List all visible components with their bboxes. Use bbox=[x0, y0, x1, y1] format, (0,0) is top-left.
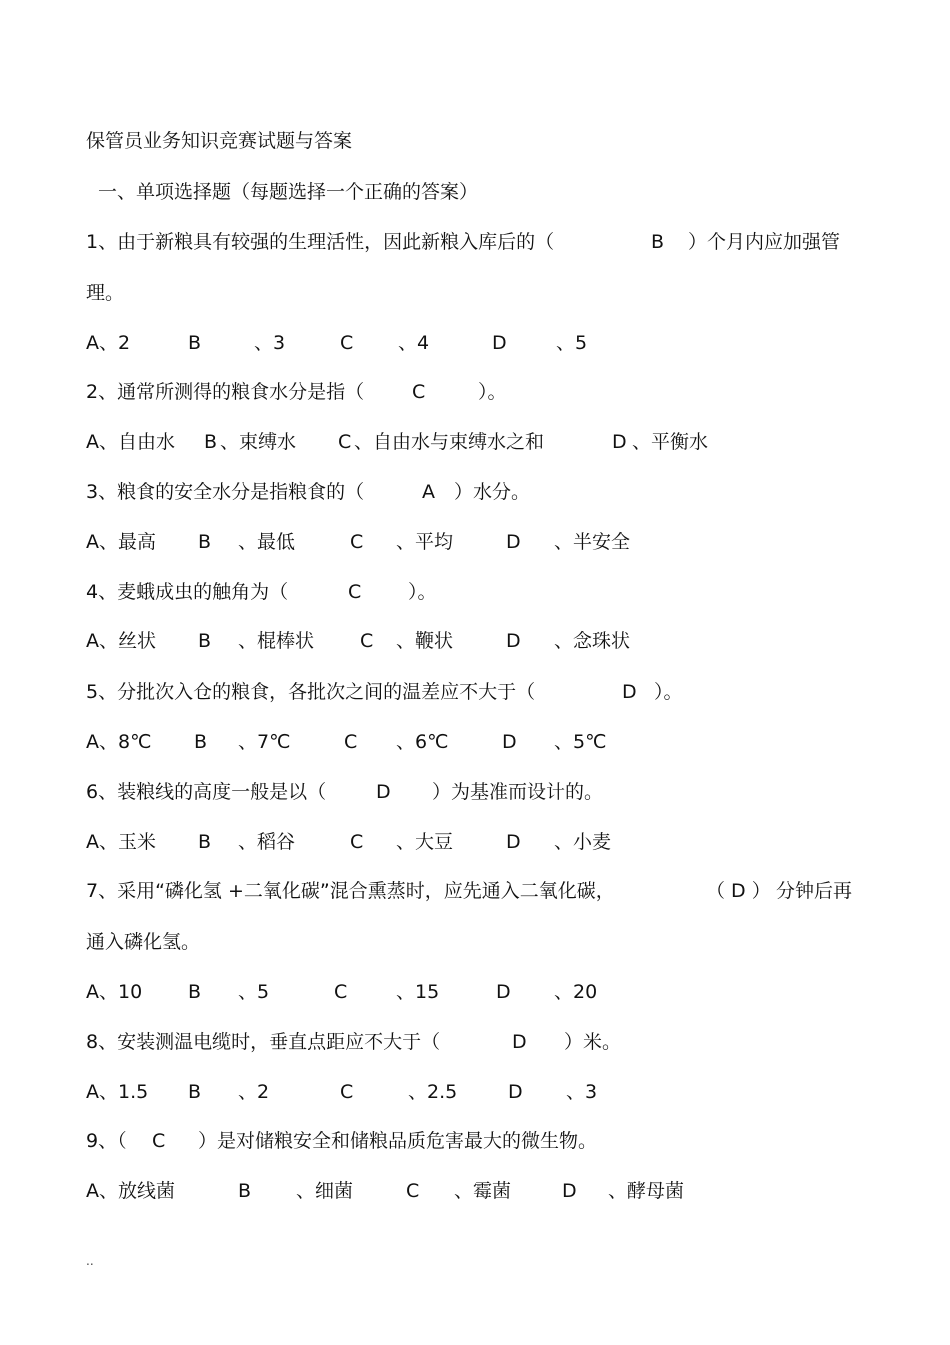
option-b-text: 、最低 bbox=[238, 531, 296, 553]
option-c-text: 、4 bbox=[398, 332, 430, 354]
option-d-letter: D bbox=[506, 531, 521, 553]
option-c-letter: C bbox=[350, 531, 364, 553]
option-b-letter: B bbox=[188, 1081, 202, 1103]
question-stem-text: 1、由于新粮具有较强的生理活性，因此新粮入库后的（ bbox=[86, 231, 555, 253]
page-footer-marker: .. bbox=[86, 1254, 94, 1268]
question-7-stem bbox=[86, 879, 853, 903]
option-c-letter: C bbox=[334, 981, 348, 1003]
answer-letter: A bbox=[422, 481, 435, 503]
option-c-text: 、平均 bbox=[396, 531, 454, 553]
option-c-letter: C bbox=[360, 630, 374, 652]
question-stem-text: ）个月内应加强管 bbox=[688, 231, 841, 253]
option-d-letter: D bbox=[508, 1081, 523, 1103]
option-d-letter: D bbox=[502, 731, 517, 753]
option-c-text: 、鞭状 bbox=[396, 630, 454, 652]
question-1-stem-continued: 理。 bbox=[86, 282, 125, 304]
question-stem-text: ）。 bbox=[478, 381, 507, 403]
option-a: A、8℃ bbox=[86, 731, 152, 753]
option-b-letter: B bbox=[198, 831, 212, 853]
option-d-letter: D bbox=[506, 630, 521, 652]
option-b-text: 、2 bbox=[238, 1081, 270, 1103]
option-b-text: 、细菌 bbox=[296, 1180, 354, 1202]
question-stem-text: 7、采用“磷化氢 +二氧化碳”混合熏蒸时，应先通入二氧化碳， bbox=[86, 880, 615, 902]
option-b-text: 、3 bbox=[254, 332, 286, 354]
option-a: A、自由水 bbox=[86, 431, 175, 453]
question-3-stem bbox=[86, 480, 531, 504]
option-d-text: 、小麦 bbox=[554, 831, 612, 853]
option-d-text: 、3 bbox=[566, 1081, 598, 1103]
question-5-stem bbox=[86, 680, 683, 704]
option-b-text: 、束缚水 bbox=[220, 431, 297, 453]
question-1-stem bbox=[86, 230, 841, 254]
option-b-letter: B bbox=[238, 1180, 252, 1202]
option-b-letter: B bbox=[194, 731, 208, 753]
question-stem-text: 3、粮食的安全水分是指粮食的（ bbox=[86, 481, 365, 503]
option-b-text: 、7℃ bbox=[238, 731, 291, 753]
option-c-text: 、大豆 bbox=[396, 831, 454, 853]
answer-letter: C bbox=[348, 581, 362, 603]
option-d-letter: D bbox=[612, 431, 627, 453]
option-a: A、丝状 bbox=[86, 630, 156, 652]
option-c-letter: C bbox=[344, 731, 358, 753]
option-a: A、最高 bbox=[86, 531, 156, 553]
option-c-text: 、自由水与束缚水之和 bbox=[354, 431, 545, 453]
option-c-letter: C bbox=[340, 332, 354, 354]
question-stem-text: 4、麦蛾成虫的触角为（ bbox=[86, 581, 289, 603]
question-2-stem bbox=[86, 380, 507, 404]
option-a: A、1.5 bbox=[86, 1081, 149, 1103]
question-stem-text: 分钟后再 bbox=[776, 880, 853, 902]
option-a: A、玉米 bbox=[86, 831, 156, 853]
question-8-stem bbox=[86, 1030, 622, 1054]
option-b-text: 、稻谷 bbox=[238, 831, 296, 853]
answer-letter: D bbox=[512, 1031, 527, 1053]
question-stem-text: 6、装粮线的高度一般是以（ bbox=[86, 781, 327, 803]
question-6-stem bbox=[86, 780, 604, 804]
option-b-letter: B bbox=[204, 431, 218, 453]
document-title: 保管员业务知识竞赛试题与答案 bbox=[86, 130, 353, 152]
question-stem-text: ）米。 bbox=[564, 1031, 622, 1053]
question-stem-text: 2、通常所测得的粮食水分是指（ bbox=[86, 381, 365, 403]
option-d-letter: D bbox=[562, 1180, 577, 1202]
option-d-letter: D bbox=[492, 332, 507, 354]
option-a: A、10 bbox=[86, 981, 143, 1003]
question-9-stem bbox=[86, 1129, 598, 1153]
option-b-letter: B bbox=[198, 630, 212, 652]
answer-letter: D bbox=[622, 681, 637, 703]
option-d-text: 、半安全 bbox=[554, 531, 631, 553]
option-c-letter: C bbox=[406, 1180, 420, 1202]
option-d-text: 、5℃ bbox=[554, 731, 607, 753]
option-a: A、2 bbox=[86, 332, 131, 354]
option-b-letter: B bbox=[188, 332, 202, 354]
option-d-letter: D bbox=[506, 831, 521, 853]
question-stem-text: ）为基准而设计的。 bbox=[432, 781, 604, 803]
option-b-letter: B bbox=[188, 981, 202, 1003]
option-b-text: 、棍棒状 bbox=[238, 630, 315, 652]
option-d-text: 、念珠状 bbox=[554, 630, 631, 652]
question-stem-text: 5、分批次入仓的粮食，各批次之间的温差应不大于（ bbox=[86, 681, 536, 703]
question-stem-text: ）是对储粮安全和储粮品质危害最大的微生物。 bbox=[198, 1130, 598, 1152]
answer-letter: （ D ） bbox=[706, 880, 771, 902]
option-b-text: 、5 bbox=[238, 981, 270, 1003]
option-d-text: 、5 bbox=[556, 332, 588, 354]
option-b-letter: B bbox=[198, 531, 212, 553]
question-7-stem-continued: 通入磷化氢。 bbox=[86, 931, 201, 953]
question-stem-text: 9、（ bbox=[86, 1130, 127, 1152]
option-d-text: 、酵母菌 bbox=[608, 1180, 685, 1202]
option-d-letter: D bbox=[496, 981, 511, 1003]
option-c-letter: C bbox=[338, 431, 352, 453]
answer-letter: C bbox=[152, 1130, 166, 1152]
question-stem-text: ）。 bbox=[408, 581, 437, 603]
answer-letter: B bbox=[651, 231, 665, 253]
question-stem-text: 8、安装测温电缆时，垂直点距应不大于（ bbox=[86, 1031, 441, 1053]
option-d-text: 、平衡水 bbox=[632, 431, 709, 453]
question-4-stem bbox=[86, 580, 437, 604]
question-stem-text: ）。 bbox=[654, 681, 683, 703]
section-heading: 一、单项选择题（每题选择一个正确的答案） bbox=[98, 181, 479, 203]
answer-letter: C bbox=[412, 381, 426, 403]
option-c-text: 、2.5 bbox=[408, 1081, 458, 1103]
option-c-text: 、6℃ bbox=[396, 731, 449, 753]
answer-letter: D bbox=[376, 781, 391, 803]
option-a: A、放线菌 bbox=[86, 1180, 175, 1202]
option-c-text: 、霉菌 bbox=[454, 1180, 512, 1202]
option-d-text: 、20 bbox=[554, 981, 598, 1003]
option-c-text: 、15 bbox=[396, 981, 440, 1003]
option-c-letter: C bbox=[340, 1081, 354, 1103]
option-c-letter: C bbox=[350, 831, 364, 853]
question-stem-text: ）水分。 bbox=[454, 481, 531, 503]
